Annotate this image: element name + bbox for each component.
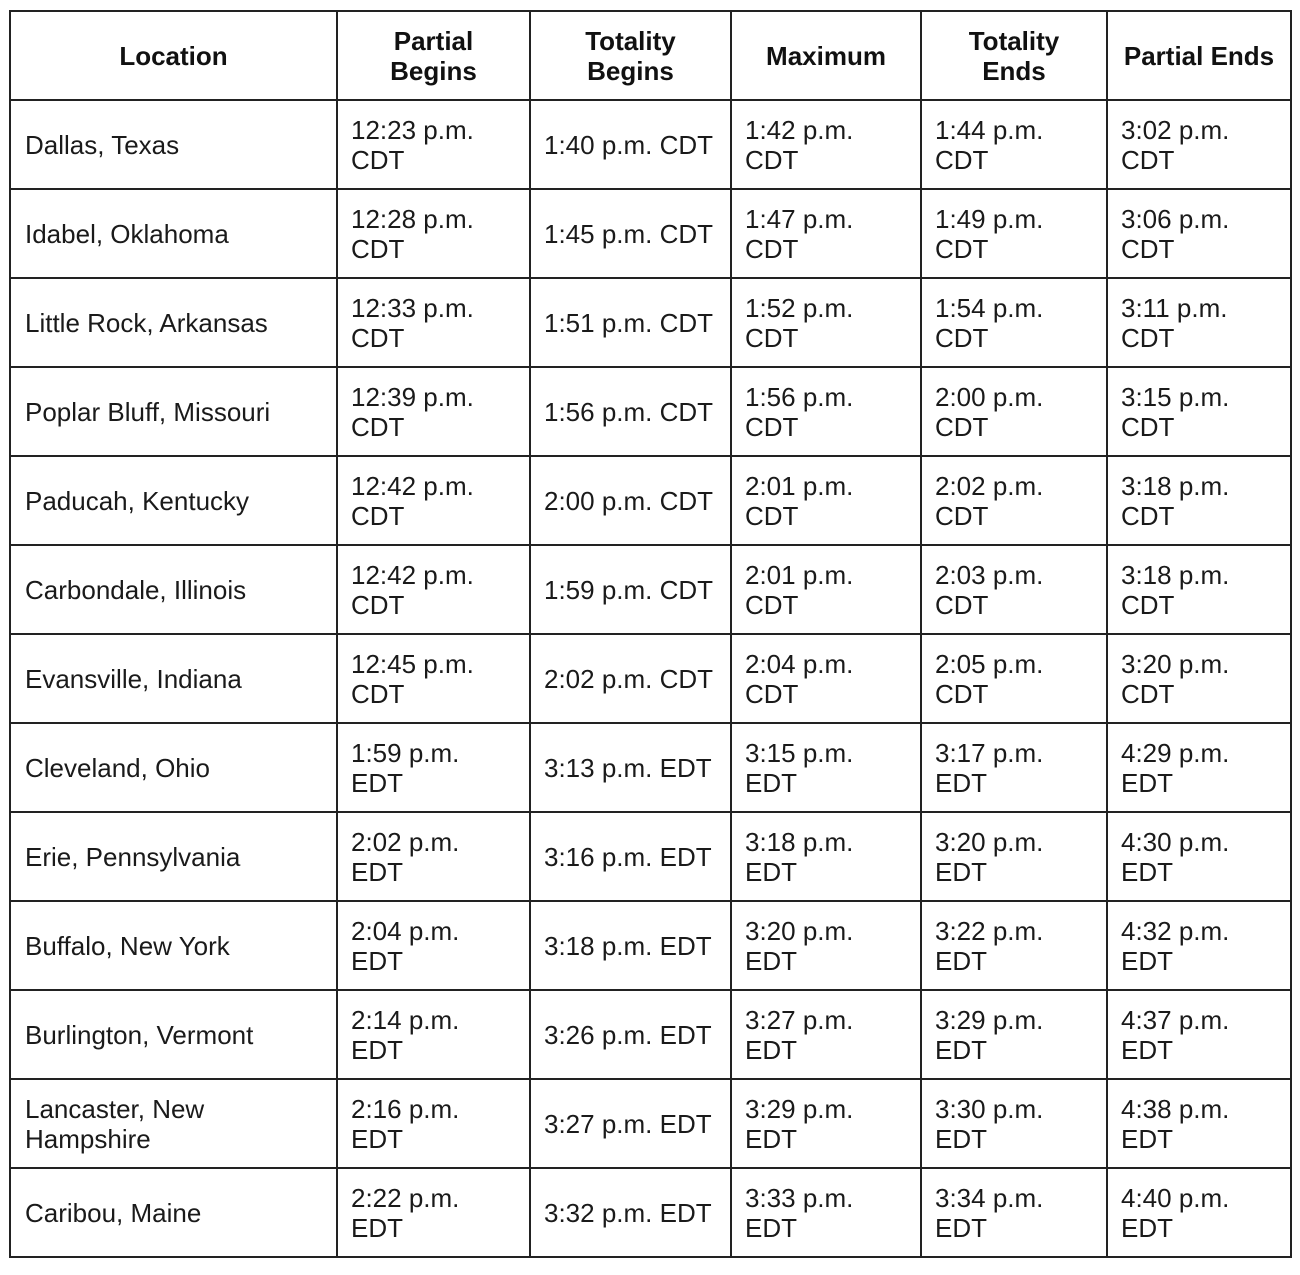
cell-location [10, 545, 337, 634]
cell-partial-begins-text: 12:33 p.m. CDT [351, 292, 474, 353]
cell-maximum-text: 3:15 p.m. EDT [745, 737, 854, 798]
cell-partial-ends [1107, 634, 1291, 723]
cell-totality-ends [921, 634, 1107, 723]
cell-totality-begins [530, 901, 731, 990]
table-row [10, 723, 1291, 812]
header-partial-ends-text: Partial Ends [1123, 40, 1275, 71]
cell-maximum-text: 3:33 p.m. EDT [745, 1182, 854, 1243]
cell-partial-ends-text: 4:37 p.m. EDT [1121, 1004, 1230, 1065]
cell-partial-ends [1107, 723, 1291, 812]
cell-maximum-text: 1:42 p.m. CDT [745, 114, 854, 175]
cell-maximum-text: 1:47 p.m. CDT [745, 203, 854, 264]
header-totality-begins [530, 11, 731, 100]
cell-totality-begins-text: 3:26 p.m. EDT [544, 1019, 712, 1050]
cell-maximum [731, 990, 921, 1079]
header-totality-ends-text: Totality Ends [968, 25, 1060, 86]
table-row [10, 901, 1291, 990]
cell-location [10, 723, 337, 812]
cell-maximum-text: 3:20 p.m. EDT [745, 915, 854, 976]
table-row [10, 990, 1291, 1079]
cell-totality-ends [921, 545, 1107, 634]
cell-location [10, 278, 337, 367]
cell-partial-begins [337, 456, 530, 545]
cell-totality-begins-text: 2:00 p.m. CDT [544, 485, 714, 516]
cell-partial-ends [1107, 1168, 1291, 1257]
cell-totality-begins-text: 3:18 p.m. EDT [544, 930, 712, 961]
header-partial-begins [337, 11, 530, 100]
header-location-text: Location [119, 40, 228, 71]
cell-totality-ends-text: 3:20 p.m. EDT [935, 826, 1044, 887]
cell-maximum [731, 812, 921, 901]
header-totality-begins-text: Totality Begins [585, 25, 676, 86]
cell-maximum [731, 100, 921, 189]
cell-totality-begins-text: 1:51 p.m. CDT [544, 307, 714, 338]
cell-partial-begins [337, 901, 530, 990]
cell-partial-begins [337, 812, 530, 901]
cell-location [10, 812, 337, 901]
cell-totality-begins-text: 3:13 p.m. EDT [544, 752, 712, 783]
cell-partial-ends-text: 3:20 p.m. CDT [1121, 648, 1230, 709]
cell-location [10, 1168, 337, 1257]
cell-location-text: Cleveland, Ohio [25, 752, 210, 783]
cell-location-text: Poplar Bluff, Missouri [25, 396, 271, 427]
cell-location-text: Erie, Pennsylvania [25, 841, 241, 872]
cell-maximum [731, 1168, 921, 1257]
header-maximum-text: Maximum [766, 40, 886, 71]
cell-maximum-text: 1:56 p.m. CDT [745, 381, 854, 442]
cell-totality-begins [530, 812, 731, 901]
cell-partial-begins [337, 1079, 530, 1168]
cell-totality-begins [530, 545, 731, 634]
cell-location [10, 901, 337, 990]
cell-totality-begins-text: 1:59 p.m. CDT [544, 574, 714, 605]
cell-totality-begins [530, 990, 731, 1079]
cell-totality-ends-text: 3:30 p.m. EDT [935, 1093, 1044, 1154]
cell-partial-begins-text: 2:02 p.m. EDT [351, 826, 460, 887]
cell-partial-ends [1107, 278, 1291, 367]
cell-location [10, 367, 337, 456]
cell-totality-begins-text: 1:45 p.m. CDT [544, 218, 714, 249]
cell-partial-ends-text: 4:40 p.m. EDT [1121, 1182, 1230, 1243]
header-row [10, 11, 1291, 100]
cell-totality-begins-text: 3:27 p.m. EDT [544, 1108, 712, 1139]
cell-maximum [731, 367, 921, 456]
cell-partial-ends [1107, 901, 1291, 990]
table-body [10, 100, 1291, 1257]
cell-location-text: Evansville, Indiana [25, 663, 242, 694]
cell-maximum [731, 545, 921, 634]
table-row [10, 100, 1291, 189]
cell-totality-begins [530, 100, 731, 189]
cell-partial-ends-text: 3:02 p.m. CDT [1121, 114, 1230, 175]
cell-totality-ends [921, 723, 1107, 812]
cell-totality-ends-text: 2:05 p.m. CDT [935, 648, 1044, 709]
cell-location-text: Little Rock, Arkansas [25, 307, 268, 338]
cell-partial-begins-text: 2:04 p.m. EDT [351, 915, 460, 976]
cell-totality-ends [921, 812, 1107, 901]
cell-partial-begins-text: 12:42 p.m. CDT [351, 559, 474, 620]
table-row [10, 812, 1291, 901]
cell-maximum [731, 189, 921, 278]
header-maximum [731, 11, 921, 100]
cell-totality-ends [921, 901, 1107, 990]
header-partial-begins-text: Partial Begins [390, 25, 477, 86]
cell-partial-ends-text: 4:30 p.m. EDT [1121, 826, 1230, 887]
cell-partial-begins [337, 278, 530, 367]
table-row [10, 1079, 1291, 1168]
cell-totality-begins [530, 278, 731, 367]
cell-partial-begins-text: 12:23 p.m. CDT [351, 114, 474, 175]
cell-partial-begins [337, 367, 530, 456]
table-row [10, 189, 1291, 278]
cell-totality-ends-text: 3:17 p.m. EDT [935, 737, 1044, 798]
table-row [10, 278, 1291, 367]
cell-totality-ends [921, 1079, 1107, 1168]
cell-location-text: Paducah, Kentucky [25, 485, 250, 516]
cell-partial-ends [1107, 456, 1291, 545]
cell-location-text: Idabel, Oklahoma [25, 218, 229, 249]
cell-partial-ends [1107, 367, 1291, 456]
cell-location-text: Caribou, Maine [25, 1197, 202, 1228]
table-header [10, 11, 1291, 100]
cell-maximum-text: 3:29 p.m. EDT [745, 1093, 854, 1154]
table-row [10, 1168, 1291, 1257]
table-row [10, 634, 1291, 723]
cell-totality-ends [921, 990, 1107, 1079]
cell-partial-ends [1107, 189, 1291, 278]
cell-totality-ends-text: 3:22 p.m. EDT [935, 915, 1044, 976]
cell-partial-begins-text: 2:22 p.m. EDT [351, 1182, 460, 1243]
cell-partial-begins-text: 12:28 p.m. CDT [351, 203, 474, 264]
cell-location-text: Dallas, Texas [25, 129, 180, 160]
cell-location [10, 456, 337, 545]
cell-location [10, 189, 337, 278]
cell-partial-begins-text: 2:16 p.m. EDT [351, 1093, 460, 1154]
cell-maximum [731, 901, 921, 990]
cell-totality-ends [921, 456, 1107, 545]
table-row [10, 367, 1291, 456]
cell-totality-ends [921, 278, 1107, 367]
cell-partial-begins [337, 100, 530, 189]
cell-partial-ends-text: 4:29 p.m. EDT [1121, 737, 1230, 798]
cell-totality-begins-text: 1:40 p.m. CDT [544, 129, 714, 160]
eclipse-times-table-wrapper [9, 10, 1290, 1258]
cell-totality-ends [921, 100, 1107, 189]
cell-totality-begins-text: 1:56 p.m. CDT [544, 396, 714, 427]
cell-partial-ends-text: 3:18 p.m. CDT [1121, 559, 1230, 620]
cell-location-text: Carbondale, Illinois [25, 574, 247, 605]
cell-totality-begins [530, 456, 731, 545]
cell-totality-begins [530, 367, 731, 456]
cell-totality-ends [921, 189, 1107, 278]
cell-partial-begins-text: 1:59 p.m. EDT [351, 737, 460, 798]
table-row [10, 456, 1291, 545]
cell-location-text: Lancaster, New Hampshire [25, 1093, 205, 1154]
cell-maximum [731, 278, 921, 367]
cell-maximum-text: 2:01 p.m. CDT [745, 470, 854, 531]
cell-maximum-text: 2:01 p.m. CDT [745, 559, 854, 620]
cell-partial-ends [1107, 100, 1291, 189]
cell-partial-ends [1107, 1079, 1291, 1168]
cell-location [10, 100, 337, 189]
eclipse-times-table [9, 10, 1292, 1258]
cell-maximum-text: 1:52 p.m. CDT [745, 292, 854, 353]
cell-location-text: Burlington, Vermont [25, 1019, 254, 1050]
cell-partial-ends [1107, 990, 1291, 1079]
cell-totality-begins [530, 634, 731, 723]
cell-partial-begins-text: 2:14 p.m. EDT [351, 1004, 460, 1065]
cell-totality-begins-text: 3:16 p.m. EDT [544, 841, 712, 872]
cell-totality-begins [530, 1168, 731, 1257]
cell-partial-ends [1107, 545, 1291, 634]
cell-maximum-text: 2:04 p.m. CDT [745, 648, 854, 709]
cell-partial-ends-text: 3:15 p.m. CDT [1121, 381, 1230, 442]
cell-totality-ends [921, 367, 1107, 456]
cell-totality-begins [530, 1079, 731, 1168]
cell-maximum [731, 723, 921, 812]
cell-location [10, 634, 337, 723]
cell-partial-ends-text: 4:32 p.m. EDT [1121, 915, 1230, 976]
cell-maximum [731, 1079, 921, 1168]
cell-partial-begins [337, 990, 530, 1079]
cell-location-text: Buffalo, New York [25, 930, 230, 961]
header-partial-ends [1107, 11, 1291, 100]
cell-partial-ends-text: 3:06 p.m. CDT [1121, 203, 1230, 264]
cell-totality-ends [921, 1168, 1107, 1257]
header-location [10, 11, 337, 100]
cell-totality-begins-text: 3:32 p.m. EDT [544, 1197, 712, 1228]
cell-partial-begins [337, 1168, 530, 1257]
cell-partial-ends-text: 4:38 p.m. EDT [1121, 1093, 1230, 1154]
table-row [10, 545, 1291, 634]
cell-location [10, 990, 337, 1079]
cell-location [10, 1079, 337, 1168]
cell-partial-begins [337, 723, 530, 812]
cell-partial-ends-text: 3:11 p.m. CDT [1121, 292, 1228, 353]
cell-totality-ends-text: 2:00 p.m. CDT [935, 381, 1044, 442]
cell-totality-begins-text: 2:02 p.m. CDT [544, 663, 714, 694]
cell-partial-begins [337, 634, 530, 723]
cell-partial-begins-text: 12:45 p.m. CDT [351, 648, 474, 709]
cell-maximum-text: 3:27 p.m. EDT [745, 1004, 854, 1065]
header-totality-ends [921, 11, 1107, 100]
cell-totality-begins [530, 723, 731, 812]
cell-totality-ends-text: 2:03 p.m. CDT [935, 559, 1044, 620]
cell-totality-ends-text: 1:54 p.m. CDT [935, 292, 1044, 353]
cell-partial-begins [337, 189, 530, 278]
cell-partial-begins [337, 545, 530, 634]
cell-totality-ends-text: 1:44 p.m. CDT [935, 114, 1044, 175]
cell-totality-ends-text: 2:02 p.m. CDT [935, 470, 1044, 531]
cell-partial-ends [1107, 812, 1291, 901]
cell-totality-ends-text: 3:34 p.m. EDT [935, 1182, 1044, 1243]
cell-totality-begins [530, 189, 731, 278]
cell-partial-begins-text: 12:42 p.m. CDT [351, 470, 474, 531]
cell-maximum [731, 456, 921, 545]
cell-totality-ends-text: 1:49 p.m. CDT [935, 203, 1044, 264]
cell-maximum [731, 634, 921, 723]
cell-partial-ends-text: 3:18 p.m. CDT [1121, 470, 1230, 531]
cell-partial-begins-text: 12:39 p.m. CDT [351, 381, 474, 442]
cell-totality-ends-text: 3:29 p.m. EDT [935, 1004, 1044, 1065]
cell-maximum-text: 3:18 p.m. EDT [745, 826, 854, 887]
